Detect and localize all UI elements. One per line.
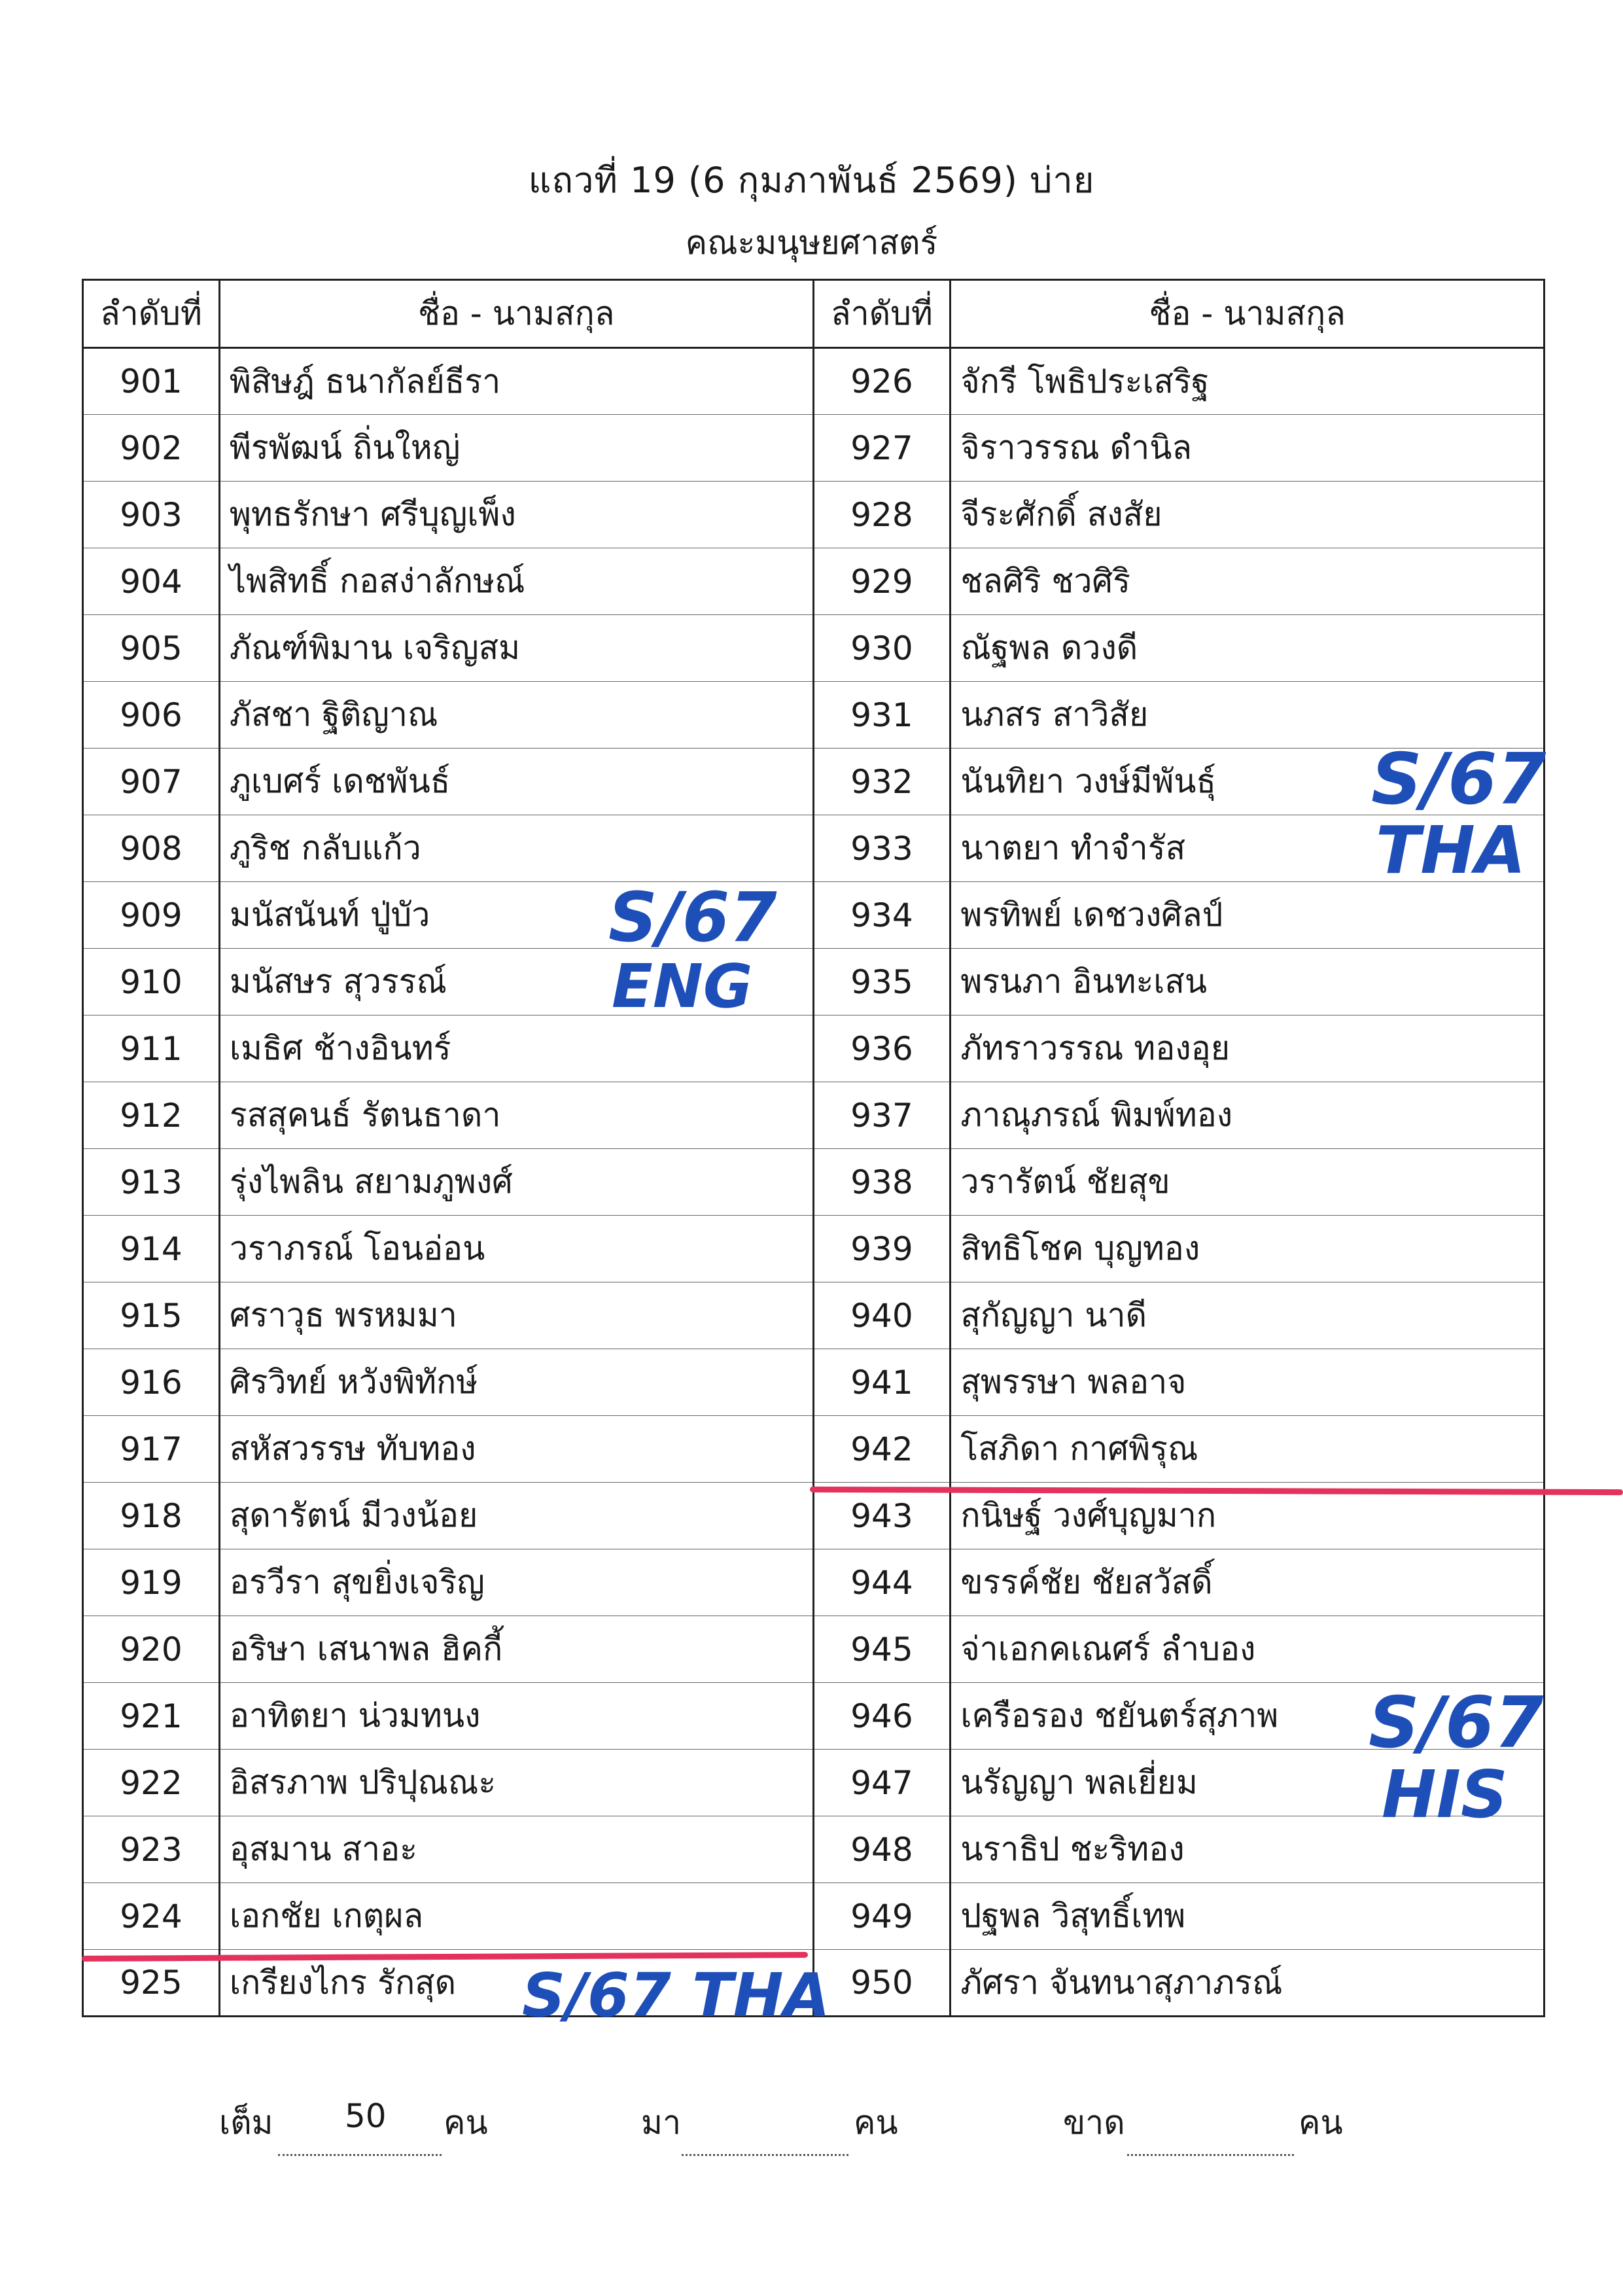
annotation-eng-label: ENG <box>612 951 753 1021</box>
order-left-cell: 902 <box>83 415 220 482</box>
name-left-cell: ภูริช กลับแก้ว <box>219 815 813 882</box>
table-row <box>83 1016 1544 1082</box>
order-left-cell: 918 <box>83 1483 220 1549</box>
name-left-cell: ภูเบศร์ เดชพันธ์ <box>219 749 813 815</box>
footer-full-unit: คน <box>444 2104 488 2142</box>
table-header-row <box>83 280 1544 348</box>
name-right-cell: สุกัญญา นาดี <box>951 1282 1544 1349</box>
name-right-cell: นภสร สาวิสัย <box>951 682 1544 749</box>
name-left-cell: ภัสชา ฐิติญาณ <box>219 682 813 749</box>
name-right-cell: เครือรอง ชยันตร์สุภาพ <box>951 1683 1544 1750</box>
table-row <box>83 548 1544 615</box>
table-row <box>83 1082 1544 1149</box>
order-left-cell: 901 <box>83 348 220 415</box>
annotation-his-label: HIS <box>1382 1756 1508 1833</box>
table-row <box>83 482 1544 548</box>
footer-absent-dotline <box>1127 2154 1294 2156</box>
name-right-cell: สุพรรษา พลอาจ <box>951 1349 1544 1416</box>
order-right-cell: 928 <box>813 482 951 548</box>
order-right-cell: 930 <box>813 615 951 682</box>
order-left-cell: 908 <box>83 815 220 882</box>
footer-full-dotline <box>278 2154 442 2156</box>
name-left-cell: รุ่งไพลิน สยามภูพงศ์ <box>219 1149 813 1216</box>
table-row <box>83 615 1544 682</box>
table-row <box>83 415 1544 482</box>
name-left-cell: พุทธรักษา ศรีบุญเพ็ง <box>219 482 813 548</box>
name-left-cell: มนัสนันท์ ปู่บัว <box>219 882 813 949</box>
table-row <box>83 1149 1544 1216</box>
faculty-subtitle: คณะมนุษยศาสตร์ <box>685 224 938 262</box>
order-right-cell: 950 <box>813 1950 951 2017</box>
name-right-cell: ภัทราวรรณ ทองอุย <box>951 1016 1544 1082</box>
name-right-cell: โสภิดา กาศพิรุณ <box>951 1416 1544 1483</box>
order-right-cell: 926 <box>813 348 951 415</box>
roster-body <box>83 348 1544 2017</box>
order-left-cell: 905 <box>83 615 220 682</box>
name-left-cell: พิสิษฎ์ ธนากัลย์ธีรา <box>219 348 813 415</box>
name-left-cell: รสสุคนธ์ รัตนธาดา <box>219 1082 813 1149</box>
roster-table <box>82 279 1545 2017</box>
order-right-cell: 942 <box>813 1416 951 1483</box>
footer-full-value: 50 <box>345 2097 387 2135</box>
order-right-cell: 948 <box>813 1816 951 1883</box>
table-row <box>83 1282 1544 1349</box>
name-left-cell: ศิรวิทย์ หวังพิทักษ์ <box>219 1349 813 1416</box>
table-row <box>83 1349 1544 1416</box>
name-right-cell: ณัฐพล ดวงดี <box>951 615 1544 682</box>
name-left-cell: อรวีรา สุขยิ่งเจริญ <box>219 1549 813 1616</box>
header-name-right: ชื่อ - นามสกุล <box>951 280 1544 348</box>
name-right-cell: จ่าเอกคเณศร์ ลำบอง <box>951 1616 1544 1683</box>
table-row <box>83 815 1544 882</box>
order-right-cell: 949 <box>813 1883 951 1950</box>
name-left-cell: อิสรภาพ ปริปุณณะ <box>219 1750 813 1816</box>
annotation-tha-label: THA <box>1376 812 1526 889</box>
order-left-cell: 920 <box>83 1616 220 1683</box>
name-left-cell: อาทิตยา น่วมทนง <box>219 1683 813 1750</box>
order-right-cell: 936 <box>813 1016 951 1082</box>
table-row <box>83 949 1544 1016</box>
order-left-cell: 917 <box>83 1416 220 1483</box>
footer-present-dotline <box>682 2154 848 2156</box>
table-row <box>83 1883 1544 1950</box>
table-row <box>83 1616 1544 1683</box>
order-right-cell: 934 <box>813 882 951 949</box>
table-row <box>83 1683 1544 1750</box>
table-row <box>83 1416 1544 1483</box>
annotation-eng-code: S/67 <box>608 877 777 957</box>
order-right-cell: 945 <box>813 1616 951 1683</box>
table-row <box>83 348 1544 415</box>
name-left-cell: มนัสษร สุวรรณ์ <box>219 949 813 1016</box>
name-right-cell: วรารัตน์ ชัยสุข <box>951 1149 1544 1216</box>
name-right-cell: ชลศิริ ชวศิริ <box>951 548 1544 615</box>
order-left-cell: 916 <box>83 1349 220 1416</box>
footer-absent-unit: คน <box>1299 2104 1343 2142</box>
order-left-cell: 903 <box>83 482 220 548</box>
order-right-cell: 940 <box>813 1282 951 1349</box>
name-right-cell: จิราวรรณ ดำนิล <box>951 415 1544 482</box>
order-left-cell: 925 <box>83 1950 220 2017</box>
footer-full-label: เต็ม <box>219 2104 273 2142</box>
name-right-cell: กนิษฐ์ วงศ์บุญมาก <box>951 1483 1544 1549</box>
name-right-cell: นราธิป ชะริทอง <box>951 1816 1544 1883</box>
name-right-cell: นรัญญา พลเยี่ยม <box>951 1750 1544 1816</box>
name-right-cell: สิทธิโชค บุญทอง <box>951 1216 1544 1282</box>
name-left-cell: เกรียงไกร รักสุด <box>219 1950 813 2017</box>
order-left-cell: 923 <box>83 1816 220 1883</box>
table-row <box>83 1816 1544 1883</box>
name-left-cell: ศราวุธ พรหมมา <box>219 1282 813 1349</box>
order-left-cell: 914 <box>83 1216 220 1282</box>
name-left-cell: อุสมาน สาอะ <box>219 1816 813 1883</box>
name-right-cell: ภัศรา จันทนาสุภาภรณ์ <box>951 1950 1544 2017</box>
order-left-cell: 921 <box>83 1683 220 1750</box>
order-right-cell: 944 <box>813 1549 951 1616</box>
order-left-cell: 913 <box>83 1149 220 1216</box>
order-right-cell: 947 <box>813 1750 951 1816</box>
table-row <box>83 1216 1544 1282</box>
name-left-cell: พีรพัฒน์ ถิ่นใหญ่ <box>219 415 813 482</box>
name-right-cell: พรทิพย์ เดชวงศิลป์ <box>951 882 1544 949</box>
name-left-cell: อริษา เสนาพล ฮิคกี้ <box>219 1616 813 1683</box>
annotation-his-code: S/67 <box>1369 1682 1544 1764</box>
order-right-cell: 932 <box>813 749 951 815</box>
table-row <box>83 1549 1544 1616</box>
footer-absent-label: ขาด <box>1063 2104 1125 2142</box>
name-left-cell: วราภรณ์ โอนอ่อน <box>219 1216 813 1282</box>
order-left-cell: 906 <box>83 682 220 749</box>
name-right-cell: นาตยา ทำจำรัส <box>951 815 1544 882</box>
table-row <box>83 682 1544 749</box>
annotation-tha-code: S/67 <box>1371 739 1546 821</box>
order-left-cell: 922 <box>83 1750 220 1816</box>
name-right-cell: นันทิยา วงษ์มีพันธุ์ <box>951 749 1544 815</box>
order-left-cell: 907 <box>83 749 220 815</box>
name-right-cell: ปฐพล วิสุทธิ์เทพ <box>951 1883 1544 1950</box>
table-row <box>83 749 1544 815</box>
order-left-cell: 924 <box>83 1883 220 1950</box>
name-right-cell: ภาณุภรณ์ พิมพ์ทอง <box>951 1082 1544 1149</box>
name-left-cell: ไพสิทธิ์ กอสง่าลักษณ์ <box>219 548 813 615</box>
order-right-cell: 935 <box>813 949 951 1016</box>
order-right-cell: 943 <box>813 1483 951 1549</box>
name-right-cell: จักรี โพธิประเสริฐ <box>951 348 1544 415</box>
footer-present-label: มา <box>641 2104 682 2142</box>
name-left-cell: ภัณฑ์พิมาน เจริญสม <box>219 615 813 682</box>
name-left-cell: สุดารัตน์ มีวงน้อย <box>219 1483 813 1549</box>
order-right-cell: 931 <box>813 682 951 749</box>
order-right-cell: 941 <box>813 1349 951 1416</box>
table-row <box>83 1750 1544 1816</box>
name-right-cell: ขรรค์ชัย ชัยสวัสดิ์ <box>951 1549 1544 1616</box>
order-right-cell: 946 <box>813 1683 951 1750</box>
header-name-left: ชื่อ - นามสกุล <box>219 280 813 348</box>
name-right-cell: พรนภา อินทะเสน <box>951 949 1544 1016</box>
annotation-bottom-note: S/67 THA <box>522 1960 830 2030</box>
order-left-cell: 911 <box>83 1016 220 1082</box>
header-order-left: ลำดับที่ <box>83 280 220 348</box>
order-right-cell: 939 <box>813 1216 951 1282</box>
order-left-cell: 915 <box>83 1282 220 1349</box>
order-left-cell: 919 <box>83 1549 220 1616</box>
name-left-cell: สหัสวรรษ ทับทอง <box>219 1416 813 1483</box>
order-left-cell: 910 <box>83 949 220 1016</box>
name-left-cell: เอกชัย เกตุผล <box>219 1883 813 1950</box>
page-title: แถวที่ 19 (6 กุมภาพันธ์ 2569) บ่าย <box>528 160 1095 201</box>
order-left-cell: 909 <box>83 882 220 949</box>
table-row <box>83 882 1544 949</box>
name-right-cell: จีระศักดิ์ สงสัย <box>951 482 1544 548</box>
header-order-right: ลำดับที่ <box>813 280 951 348</box>
name-left-cell: เมธิศ ช้างอินทร์ <box>219 1016 813 1082</box>
order-right-cell: 938 <box>813 1149 951 1216</box>
order-right-cell: 933 <box>813 815 951 882</box>
order-left-cell: 904 <box>83 548 220 615</box>
footer-present-unit: คน <box>854 2104 898 2142</box>
order-right-cell: 927 <box>813 415 951 482</box>
order-right-cell: 929 <box>813 548 951 615</box>
order-left-cell: 912 <box>83 1082 220 1149</box>
order-right-cell: 937 <box>813 1082 951 1149</box>
